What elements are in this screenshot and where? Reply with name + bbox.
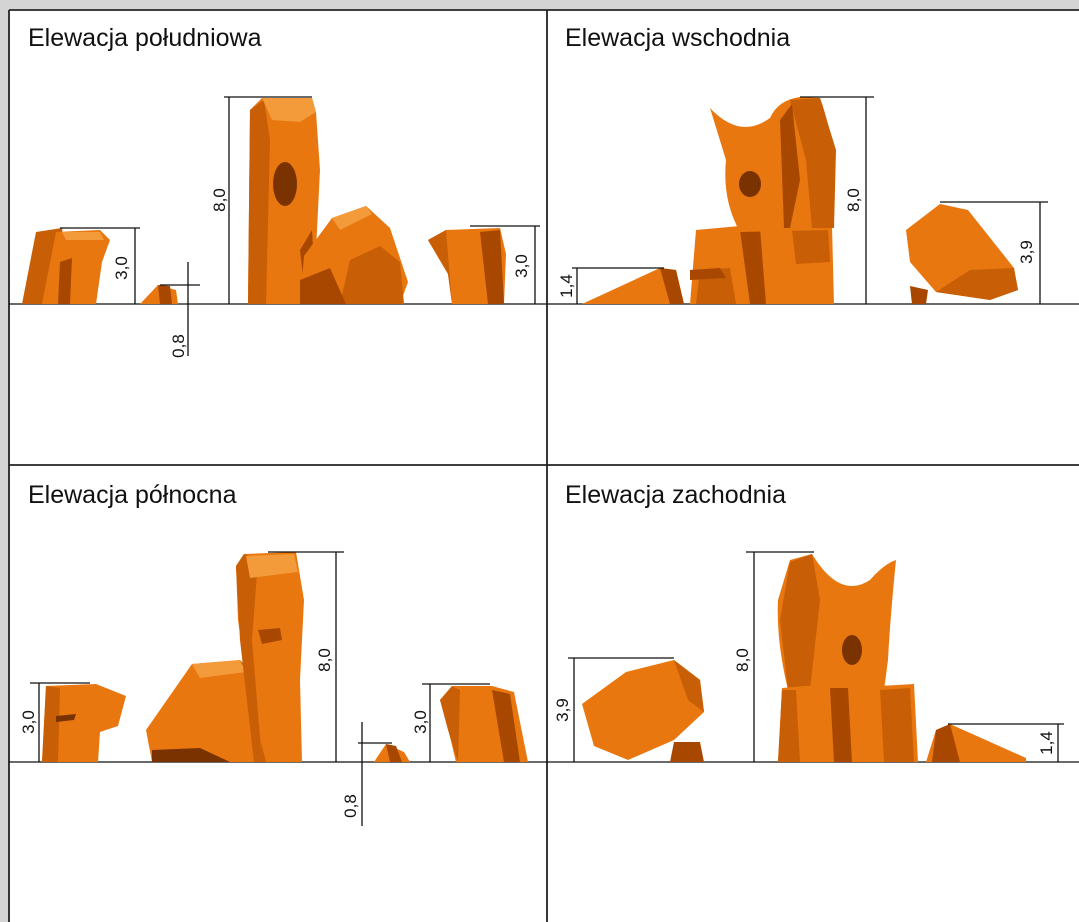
dimension-label: 8,0 [844,188,863,212]
sculpture-block [778,684,918,762]
sculpture-block [22,228,110,304]
panel-title: Elewacja południowa [28,24,262,52]
dimension-label: 3,0 [411,710,430,734]
dimension-label: 8,0 [315,648,334,672]
dimension-label: 8,0 [733,648,752,672]
dimension-label: 3,9 [1017,240,1036,264]
dimension-label: 3,0 [112,256,131,280]
dimension-label: 8,0 [210,188,229,212]
dimension-label: 3,9 [553,698,572,722]
panel-title: Elewacja zachodnia [565,481,786,509]
dimension-label: 1,4 [1037,731,1056,755]
sculpture-block [690,226,834,304]
dimension-label: 0,8 [341,794,360,818]
panel-title: Elewacja wschodnia [565,24,791,52]
dimension-label: 1,4 [557,274,576,298]
dimension-label: 3,0 [19,710,38,734]
dimension-label: 3,0 [512,254,531,278]
dimension-label: 0,8 [169,334,188,358]
panel-title: Elewacja północna [28,481,237,509]
